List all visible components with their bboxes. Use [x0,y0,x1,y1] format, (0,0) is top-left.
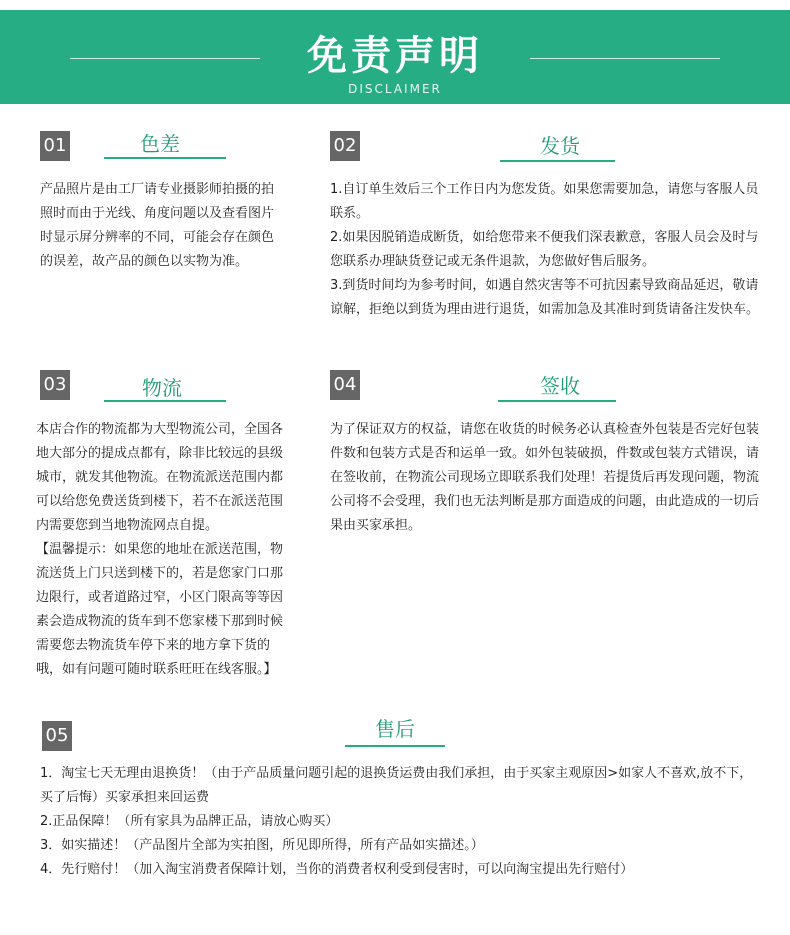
section-paragraph: 2.如果因脱销造成断货，如给您带来不便我们深表歉意，客服人员会及时与您联系办理缺货登记或无条件退款，为您做好售后服务。 [330,230,759,269]
section-paragraph: 3.到货时间均为参考时间，如遇自然灾害等不可抗因素导致商品延迟，敬请谅解，拒绝以到货为理由进行退货，如需加急及其准时到货请备注发快车。 [330,278,760,317]
section-body [40,178,284,274]
section-number: 04 [330,370,360,400]
section-underline [345,745,445,747]
section-paragraph: 4．先行赔付！（加入淘宝消费者保障计划，当你的消费者权利受到侵害时，可以向淘宝提出先行赔付） [40,862,634,877]
section-body [40,762,760,882]
section-title: 售后 [375,717,415,741]
section-number: 03 [40,370,70,400]
header-banner [0,10,790,104]
section-title: 签收 [540,374,580,398]
section-paragraph: 产品照片是由工厂请专业摄影师拍摄的拍照时而由于光线、角度问题以及查看图片时显示屏分辨率的不同，可能会存在颜色的误差，故产品的颜色以实物为准。 [40,182,275,269]
section-paragraph: 1.自订单生效后三个工作日内为您发货。如果您需要加急，请您与客服人员联系。 [330,182,759,221]
section-paragraph: 本店合作的物流都为大型物流公司，全国各地大部分的提成点都有，除非比较远的县级城市，就发其他物流。在物流派送范围内都可以给您免费送货到楼下，若不在派送范围内需要您到当地物流网点自提。 [36,422,284,533]
section-number: 05 [42,721,72,751]
section-paragraph: 【温馨提示：如果您的地址在派送范围，物流送货上门只送到楼下的，若是您家门口那边限行，或者道路过窄，小区门限高等等因素会造成物流的货车到不您家楼下那到时候需要您去物流货车停下来的地方拿下货的哦，如有问题可随时联系旺旺在线客服。】 [36,542,284,677]
section-title: 发货 [540,134,580,158]
section-body [36,418,286,682]
section-paragraph: 为了保证双方的权益，请您在收货的时候务必认真检查外包装是否完好包装件数和包装方式是否和运单一致。如外包装破损，件数或包装方式错误，请在签收前，在物流公司现场立即联系我们处理！若提货后再发现问题，物流公司将不会受理，我们也无法判断是那方面造成的问题，由此造成的一切后果由买家承担。 [330,422,760,533]
section-underline [498,400,616,402]
section-paragraph: 2.正品保障！（所有家具为品牌正品，请放心购买） [40,814,339,829]
section-paragraph: 3．如实描述！（产品图片全部为实拍图，所见即所得，所有产品如实描述。） [40,838,484,853]
section-underline [104,157,226,159]
page-title: 免责声明 [307,33,483,79]
section-title: 色差 [140,132,180,156]
section-body [330,178,764,322]
page-subtitle: DISCLAIMER [348,82,442,96]
section-number: 02 [330,131,360,161]
section-number: 01 [40,131,70,161]
section-body [330,418,764,538]
section-title: 物流 [142,376,182,400]
section-paragraph: 1．淘宝七天无理由退换货！（由于产品质量问题引起的退换货运费由我们承担，由于买家主观原因>如家人不喜欢,放不下，买了后悔）买家承担来回运费 [40,766,753,805]
section-underline [104,400,226,402]
section-underline [500,160,615,162]
